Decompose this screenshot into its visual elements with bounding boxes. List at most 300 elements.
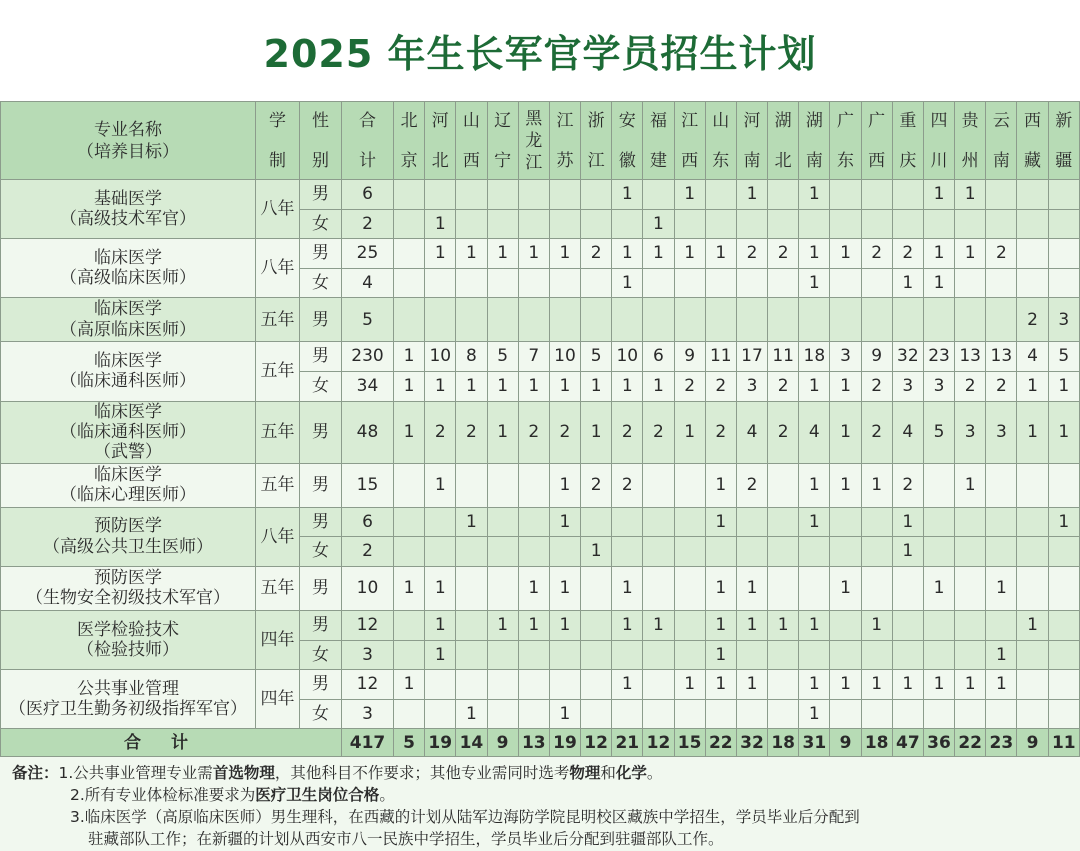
- quota-cell: 2: [955, 371, 986, 401]
- header-province-char: 山: [462, 110, 480, 131]
- header-province-char: 新: [1055, 110, 1073, 131]
- quota-cell: 1: [425, 239, 456, 269]
- quota-cell: [799, 298, 830, 342]
- quota-cell: [487, 209, 518, 239]
- quota-cell: 1: [705, 239, 736, 269]
- header-province: [1017, 102, 1048, 180]
- quota-cell: 18: [799, 342, 830, 372]
- totals-province: 14: [456, 729, 487, 757]
- quota-cell: [1048, 566, 1079, 610]
- major-target: （高原临床医师）: [60, 319, 196, 340]
- quota-cell: [674, 699, 705, 729]
- quota-cell: 1: [923, 566, 954, 610]
- quota-cell: [456, 640, 487, 670]
- quota-cell: 1: [705, 610, 736, 640]
- quota-cell: 1: [487, 239, 518, 269]
- totals-label: 合计: [1, 729, 342, 757]
- quota-cell: [986, 209, 1017, 239]
- header-province-char: 南: [743, 150, 761, 171]
- header-province: [830, 102, 861, 180]
- quota-cell: [643, 640, 674, 670]
- quota-cell: [830, 180, 861, 210]
- quota-cell: [955, 566, 986, 610]
- quota-cell: 1: [456, 507, 487, 537]
- quota-cell: [768, 209, 799, 239]
- totals-province: 9: [830, 729, 861, 757]
- total-cell: 4: [342, 268, 394, 298]
- total-cell: 25: [342, 239, 394, 269]
- quota-cell: [986, 699, 1017, 729]
- quota-cell: 2: [736, 463, 767, 507]
- quota-cell: 1: [892, 507, 923, 537]
- quota-cell: 1: [923, 670, 954, 700]
- header-province-char: 江: [587, 150, 605, 171]
- quota-cell: 1: [892, 537, 923, 567]
- quota-cell: 1: [955, 670, 986, 700]
- header-province-char: 广: [868, 110, 886, 131]
- quota-cell: 1: [456, 371, 487, 401]
- header-province-char: 福: [649, 110, 667, 131]
- quota-cell: 2: [892, 239, 923, 269]
- quota-cell: 3: [892, 371, 923, 401]
- quota-cell: 1: [674, 401, 705, 463]
- quota-cell: 1: [549, 463, 580, 507]
- quota-cell: 2: [581, 463, 612, 507]
- quota-cell: 11: [768, 342, 799, 372]
- quota-cell: 1: [1017, 401, 1048, 463]
- quota-cell: [581, 699, 612, 729]
- quota-cell: 1: [425, 566, 456, 610]
- header-province-char: 湖: [805, 110, 823, 131]
- quota-cell: 1: [549, 566, 580, 610]
- quota-cell: 1: [425, 209, 456, 239]
- quota-cell: [643, 699, 674, 729]
- quota-cell: 1: [736, 670, 767, 700]
- quota-cell: [768, 537, 799, 567]
- quota-cell: [1017, 209, 1048, 239]
- header-province-char: 徽: [618, 150, 636, 171]
- quota-cell: [861, 298, 892, 342]
- quota-cell: [1017, 268, 1048, 298]
- gender-cell: 女: [300, 537, 342, 567]
- quota-cell: 7: [518, 342, 549, 372]
- quota-cell: [394, 239, 425, 269]
- quota-cell: [456, 209, 487, 239]
- quota-cell: 2: [1017, 298, 1048, 342]
- note-text: 1.公共事业管理专业需: [58, 764, 213, 782]
- quota-cell: [861, 699, 892, 729]
- quota-cell: 1: [830, 463, 861, 507]
- quota-cell: [456, 670, 487, 700]
- quota-cell: 1: [487, 371, 518, 401]
- note-text: 和: [600, 764, 616, 782]
- quota-cell: [581, 640, 612, 670]
- gender-cell: 男: [300, 180, 342, 210]
- quota-cell: 1: [394, 371, 425, 401]
- totals-province: 11: [1048, 729, 1079, 757]
- header-province: [768, 102, 799, 180]
- duration-cell: 五年: [256, 566, 300, 610]
- quota-cell: 2: [612, 463, 643, 507]
- header-province: [612, 102, 643, 180]
- quota-cell: [487, 699, 518, 729]
- quota-cell: 1: [612, 566, 643, 610]
- quota-cell: 5: [487, 342, 518, 372]
- major-name: 预防医学: [94, 516, 162, 537]
- quota-cell: 1: [799, 610, 830, 640]
- quota-cell: [674, 566, 705, 610]
- header-total-char: 合: [359, 110, 376, 131]
- quota-cell: [394, 507, 425, 537]
- quota-cell: 2: [518, 401, 549, 463]
- quota-cell: 1: [394, 401, 425, 463]
- notes-label: 备注：: [12, 764, 59, 782]
- quota-cell: 1: [456, 239, 487, 269]
- quota-cell: 2: [861, 401, 892, 463]
- quota-cell: [612, 699, 643, 729]
- header-duration-char: 学: [269, 110, 286, 131]
- quota-cell: [674, 268, 705, 298]
- quota-cell: 2: [736, 239, 767, 269]
- gender-cell: 男: [300, 342, 342, 372]
- quota-cell: [425, 298, 456, 342]
- quota-cell: [923, 209, 954, 239]
- quota-cell: [425, 699, 456, 729]
- quota-cell: [643, 298, 674, 342]
- quota-cell: [549, 209, 580, 239]
- quota-cell: 1: [549, 507, 580, 537]
- header-province-char: 京: [400, 150, 418, 171]
- quota-cell: 3: [736, 371, 767, 401]
- quota-cell: [487, 180, 518, 210]
- header-province-char: 黑: [525, 108, 543, 129]
- quota-cell: [581, 670, 612, 700]
- quota-cell: [487, 537, 518, 567]
- header-province: [736, 102, 767, 180]
- quota-cell: 1: [799, 268, 830, 298]
- quota-cell: [487, 298, 518, 342]
- header-province-char: 江: [556, 110, 574, 131]
- totals-province: 23: [986, 729, 1017, 757]
- quota-cell: 1: [861, 463, 892, 507]
- quota-cell: 2: [549, 401, 580, 463]
- header-gender: [300, 102, 342, 180]
- major-name: 临床医学: [94, 401, 162, 422]
- quota-cell: 1: [986, 640, 1017, 670]
- quota-cell: 1: [1017, 371, 1048, 401]
- quota-cell: [955, 537, 986, 567]
- quota-cell: [425, 268, 456, 298]
- major-cell: [1, 180, 256, 239]
- major-cell: [1, 342, 256, 401]
- note-line-3: 3.临床医学（高原临床医师）男生理科，在西藏的计划从陆军边海防学院昆明校区藏族中学招生，学员毕业后分配到: [70, 808, 860, 826]
- header-province-char: 广: [836, 110, 854, 131]
- quota-cell: [612, 537, 643, 567]
- table-row: [1, 566, 1080, 610]
- header-duration-char: 制: [269, 150, 286, 171]
- quota-cell: [1048, 699, 1079, 729]
- quota-cell: [768, 463, 799, 507]
- totals-province: 12: [581, 729, 612, 757]
- quota-cell: 1: [830, 670, 861, 700]
- quota-cell: [487, 463, 518, 507]
- quota-cell: [861, 209, 892, 239]
- quota-cell: [456, 298, 487, 342]
- quota-cell: 11: [705, 342, 736, 372]
- quota-cell: 3: [830, 342, 861, 372]
- header-province: [923, 102, 954, 180]
- total-cell: 34: [342, 371, 394, 401]
- quota-cell: 1: [394, 342, 425, 372]
- header-province-char: 疆: [1055, 150, 1073, 171]
- quota-cell: 1: [799, 239, 830, 269]
- quota-cell: 1: [799, 699, 830, 729]
- page-title: 2025 年生长军官学员招生计划: [263, 31, 817, 76]
- major-target: （临床心理医师）: [60, 485, 196, 506]
- major-name: 基础医学: [94, 188, 162, 209]
- duration-cell: 五年: [256, 463, 300, 507]
- major-target: （生物安全初级技术军官）: [26, 588, 230, 609]
- quota-cell: 1: [674, 180, 705, 210]
- header-province-char: 四: [930, 110, 948, 131]
- quota-cell: [518, 298, 549, 342]
- quota-cell: [861, 566, 892, 610]
- quota-cell: 1: [518, 371, 549, 401]
- major-target: （高级公共卫生医师）: [43, 536, 213, 557]
- quota-cell: [736, 699, 767, 729]
- quota-cell: 1: [643, 239, 674, 269]
- header-major-label: 专业名称: [94, 119, 162, 140]
- totals-row: [1, 729, 1080, 757]
- duration-cell: 八年: [256, 507, 300, 566]
- quota-cell: [923, 507, 954, 537]
- quota-cell: [1017, 180, 1048, 210]
- quota-cell: 6: [643, 342, 674, 372]
- header-province: [549, 102, 580, 180]
- quota-cell: [736, 640, 767, 670]
- quota-cell: [643, 670, 674, 700]
- header-province: [799, 102, 830, 180]
- quota-cell: [830, 640, 861, 670]
- quota-cell: [394, 699, 425, 729]
- quota-cell: [799, 537, 830, 567]
- quota-cell: 2: [768, 239, 799, 269]
- quota-cell: [861, 640, 892, 670]
- quota-cell: 1: [425, 640, 456, 670]
- quota-cell: 5: [581, 342, 612, 372]
- quota-cell: [986, 537, 1017, 567]
- header-province-char: 山: [712, 110, 730, 131]
- duration-cell: 八年: [256, 180, 300, 239]
- quota-cell: 1: [1048, 507, 1079, 537]
- quota-cell: [518, 537, 549, 567]
- duration-cell: 四年: [256, 610, 300, 669]
- quota-cell: 1: [394, 670, 425, 700]
- quota-cell: 2: [674, 371, 705, 401]
- quota-cell: [394, 268, 425, 298]
- quota-cell: [736, 537, 767, 567]
- quota-cell: [1017, 239, 1048, 269]
- quota-cell: [1048, 268, 1079, 298]
- duration-cell: 八年: [256, 239, 300, 298]
- total-cell: 2: [342, 209, 394, 239]
- quota-cell: [674, 640, 705, 670]
- quota-cell: 2: [456, 401, 487, 463]
- totals-province: 15: [674, 729, 705, 757]
- quota-cell: 1: [674, 239, 705, 269]
- quota-cell: 2: [705, 371, 736, 401]
- quota-cell: [799, 640, 830, 670]
- totals-province: 12: [643, 729, 674, 757]
- quota-cell: 1: [612, 670, 643, 700]
- duration-cell: 五年: [256, 298, 300, 342]
- header-province: [1048, 102, 1079, 180]
- quota-cell: [1048, 239, 1079, 269]
- total-cell: 230: [342, 342, 394, 372]
- total-cell: 12: [342, 610, 394, 640]
- header-province-char: 南: [805, 150, 823, 171]
- header-province-char: 安: [618, 110, 636, 131]
- total-cell: 10: [342, 566, 394, 610]
- header-province-char: 河: [743, 110, 761, 131]
- major-cell: [1, 610, 256, 669]
- quota-cell: 2: [581, 239, 612, 269]
- quota-cell: [612, 507, 643, 537]
- quota-cell: 1: [425, 463, 456, 507]
- quota-cell: [768, 699, 799, 729]
- quota-cell: 1: [830, 239, 861, 269]
- major-target: （高级技术军官）: [60, 209, 196, 230]
- table-row: [1, 401, 1080, 463]
- quota-cell: 1: [487, 401, 518, 463]
- note-emphasis: 化学: [615, 764, 647, 782]
- quota-cell: [768, 268, 799, 298]
- totals-province: 21: [612, 729, 643, 757]
- quota-cell: 1: [705, 566, 736, 610]
- table-row: [1, 463, 1080, 507]
- quota-cell: 1: [986, 566, 1017, 610]
- major-target: （临床通科医师）: [60, 421, 196, 442]
- quota-cell: 1: [955, 180, 986, 210]
- quota-cell: [768, 670, 799, 700]
- gender-cell: 女: [300, 699, 342, 729]
- quota-cell: [736, 507, 767, 537]
- quota-cell: [1017, 640, 1048, 670]
- total-cell: 6: [342, 507, 394, 537]
- gender-cell: 男: [300, 507, 342, 537]
- header-province-char: 宁: [494, 150, 512, 171]
- total-cell: 3: [342, 640, 394, 670]
- quota-cell: [830, 507, 861, 537]
- quota-cell: [986, 268, 1017, 298]
- table-row: [1, 610, 1080, 640]
- quota-cell: 2: [768, 371, 799, 401]
- quota-cell: [674, 463, 705, 507]
- major-name: 临床医学: [94, 299, 162, 320]
- duration-cell: 五年: [256, 401, 300, 463]
- quota-cell: [581, 268, 612, 298]
- quota-cell: [923, 537, 954, 567]
- quota-cell: [1048, 180, 1079, 210]
- header-province: [705, 102, 736, 180]
- quota-cell: 1: [986, 670, 1017, 700]
- header-province-char: 贵: [961, 110, 979, 131]
- quota-cell: 1: [705, 670, 736, 700]
- quota-cell: [487, 566, 518, 610]
- header-province-char: 重: [899, 110, 917, 131]
- quota-cell: 1: [861, 670, 892, 700]
- quota-cell: [705, 537, 736, 567]
- quota-cell: [425, 507, 456, 537]
- quota-cell: 1: [581, 401, 612, 463]
- header-province: [487, 102, 518, 180]
- header-province-char: 建: [649, 150, 667, 171]
- table-row: [1, 180, 1080, 210]
- gender-cell: 女: [300, 371, 342, 401]
- quota-cell: [768, 507, 799, 537]
- quota-cell: [892, 699, 923, 729]
- totals-province: 13: [518, 729, 549, 757]
- table-row: [1, 239, 1080, 269]
- quota-cell: [799, 209, 830, 239]
- quota-cell: 1: [955, 463, 986, 507]
- major-target: （武警）: [94, 442, 162, 463]
- header-province-char: 江: [681, 110, 699, 131]
- quota-cell: [394, 209, 425, 239]
- totals-province: 19: [425, 729, 456, 757]
- quota-cell: 1: [768, 610, 799, 640]
- quota-cell: 1: [892, 670, 923, 700]
- quota-cell: [1017, 699, 1048, 729]
- quota-cell: [955, 209, 986, 239]
- quota-cell: [581, 209, 612, 239]
- quota-cell: [518, 209, 549, 239]
- quota-cell: [1017, 507, 1048, 537]
- quota-cell: [986, 463, 1017, 507]
- quota-cell: 10: [425, 342, 456, 372]
- quota-cell: [986, 298, 1017, 342]
- header-province: [456, 102, 487, 180]
- quota-cell: [861, 268, 892, 298]
- quota-cell: 1: [799, 180, 830, 210]
- header-province-char: 浙: [587, 110, 605, 131]
- header-province: [955, 102, 986, 180]
- header-province: [425, 102, 456, 180]
- quota-cell: 10: [549, 342, 580, 372]
- header-province-char: 西: [462, 150, 480, 171]
- quota-cell: [518, 670, 549, 700]
- major-target: （医疗卫生勤务初级指挥军官）: [9, 699, 247, 720]
- quota-cell: [643, 463, 674, 507]
- quota-cell: [986, 180, 1017, 210]
- major-cell: [1, 401, 256, 463]
- header-province-char: 辽: [494, 110, 512, 131]
- header-province-char: 庆: [899, 150, 917, 171]
- header-gender-char: 别: [312, 150, 329, 171]
- quota-cell: [549, 180, 580, 210]
- quota-cell: 4: [736, 401, 767, 463]
- quota-cell: 1: [581, 371, 612, 401]
- quota-cell: [799, 566, 830, 610]
- totals-province: 36: [923, 729, 954, 757]
- quota-cell: 1: [549, 239, 580, 269]
- quota-cell: 1: [518, 239, 549, 269]
- totals-province: 22: [955, 729, 986, 757]
- quota-cell: 2: [425, 401, 456, 463]
- quota-cell: 8: [456, 342, 487, 372]
- header-province-char: 川: [930, 150, 948, 171]
- total-cell: 2: [342, 537, 394, 567]
